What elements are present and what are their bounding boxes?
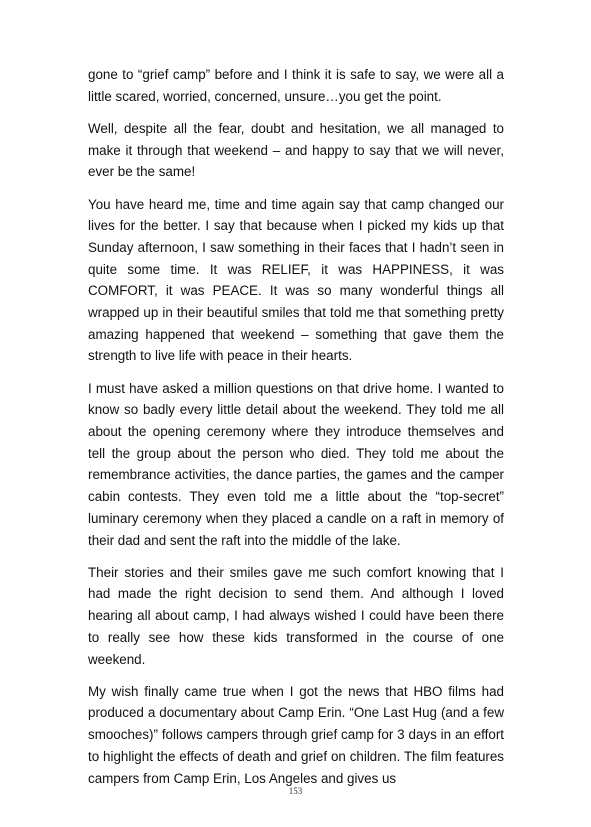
paragraph: I must have asked a million questions on that drive home. I wanted to know so badly every little detail about the weekend. They told me all about the opening ceremony where they introduce themselves and tell the group about the person who died. They told me about the remembrance activities, the dance parties, the games and the camper cabin contests. They even told me a little about the “top-secret” luminary ceremony when they placed a candle on a raft in memory of their dad and sent the raft into the middle of the lake. xyxy=(88,380,504,548)
paragraph: My wish finally came true when I got the news that HBO films had produced a documentary about Camp Erin. “One Last Hug (and a few smooches)” follows campers through grief camp for 3 days in an effort to highlight the effects of death and grief on children. The film features campers from Camp Erin, Los Angeles and gives us xyxy=(88,683,504,786)
paragraph: You have heard me, time and time again say that camp changed our lives for the better. I say that because when I picked my kids up that Sunday afternoon, I saw something in their faces that I hadn’t seen in quite some time. It was RELIEF, it was HAPPINESS, it was COMFORT, it was PEACE. It was so many wonderful things all wrapped up in their beautiful smiles that told me that something pretty amazing happened that weekend – something that gave them the strength to live life with peace in their hearts. xyxy=(88,196,504,364)
body-text xyxy=(88,64,504,800)
paragraph: gone to “grief camp” before and I think it is safe to say, we were all a little scared, worried, concerned, unsure…you get the point. xyxy=(88,67,504,104)
paragraph: Their stories and their smiles gave me such comfort knowing that I had made the right decision to send them. And although I loved hearing all about camp, I had always wished I could have been there to really see how these kids transformed in the course of one weekend. xyxy=(88,564,504,667)
paragraph: Well, despite all the fear, doubt and hesitation, we all managed to make it through that weekend – and happy to say that we will never, ever be the same! xyxy=(88,120,504,180)
page-number: 153 xyxy=(288,786,303,796)
